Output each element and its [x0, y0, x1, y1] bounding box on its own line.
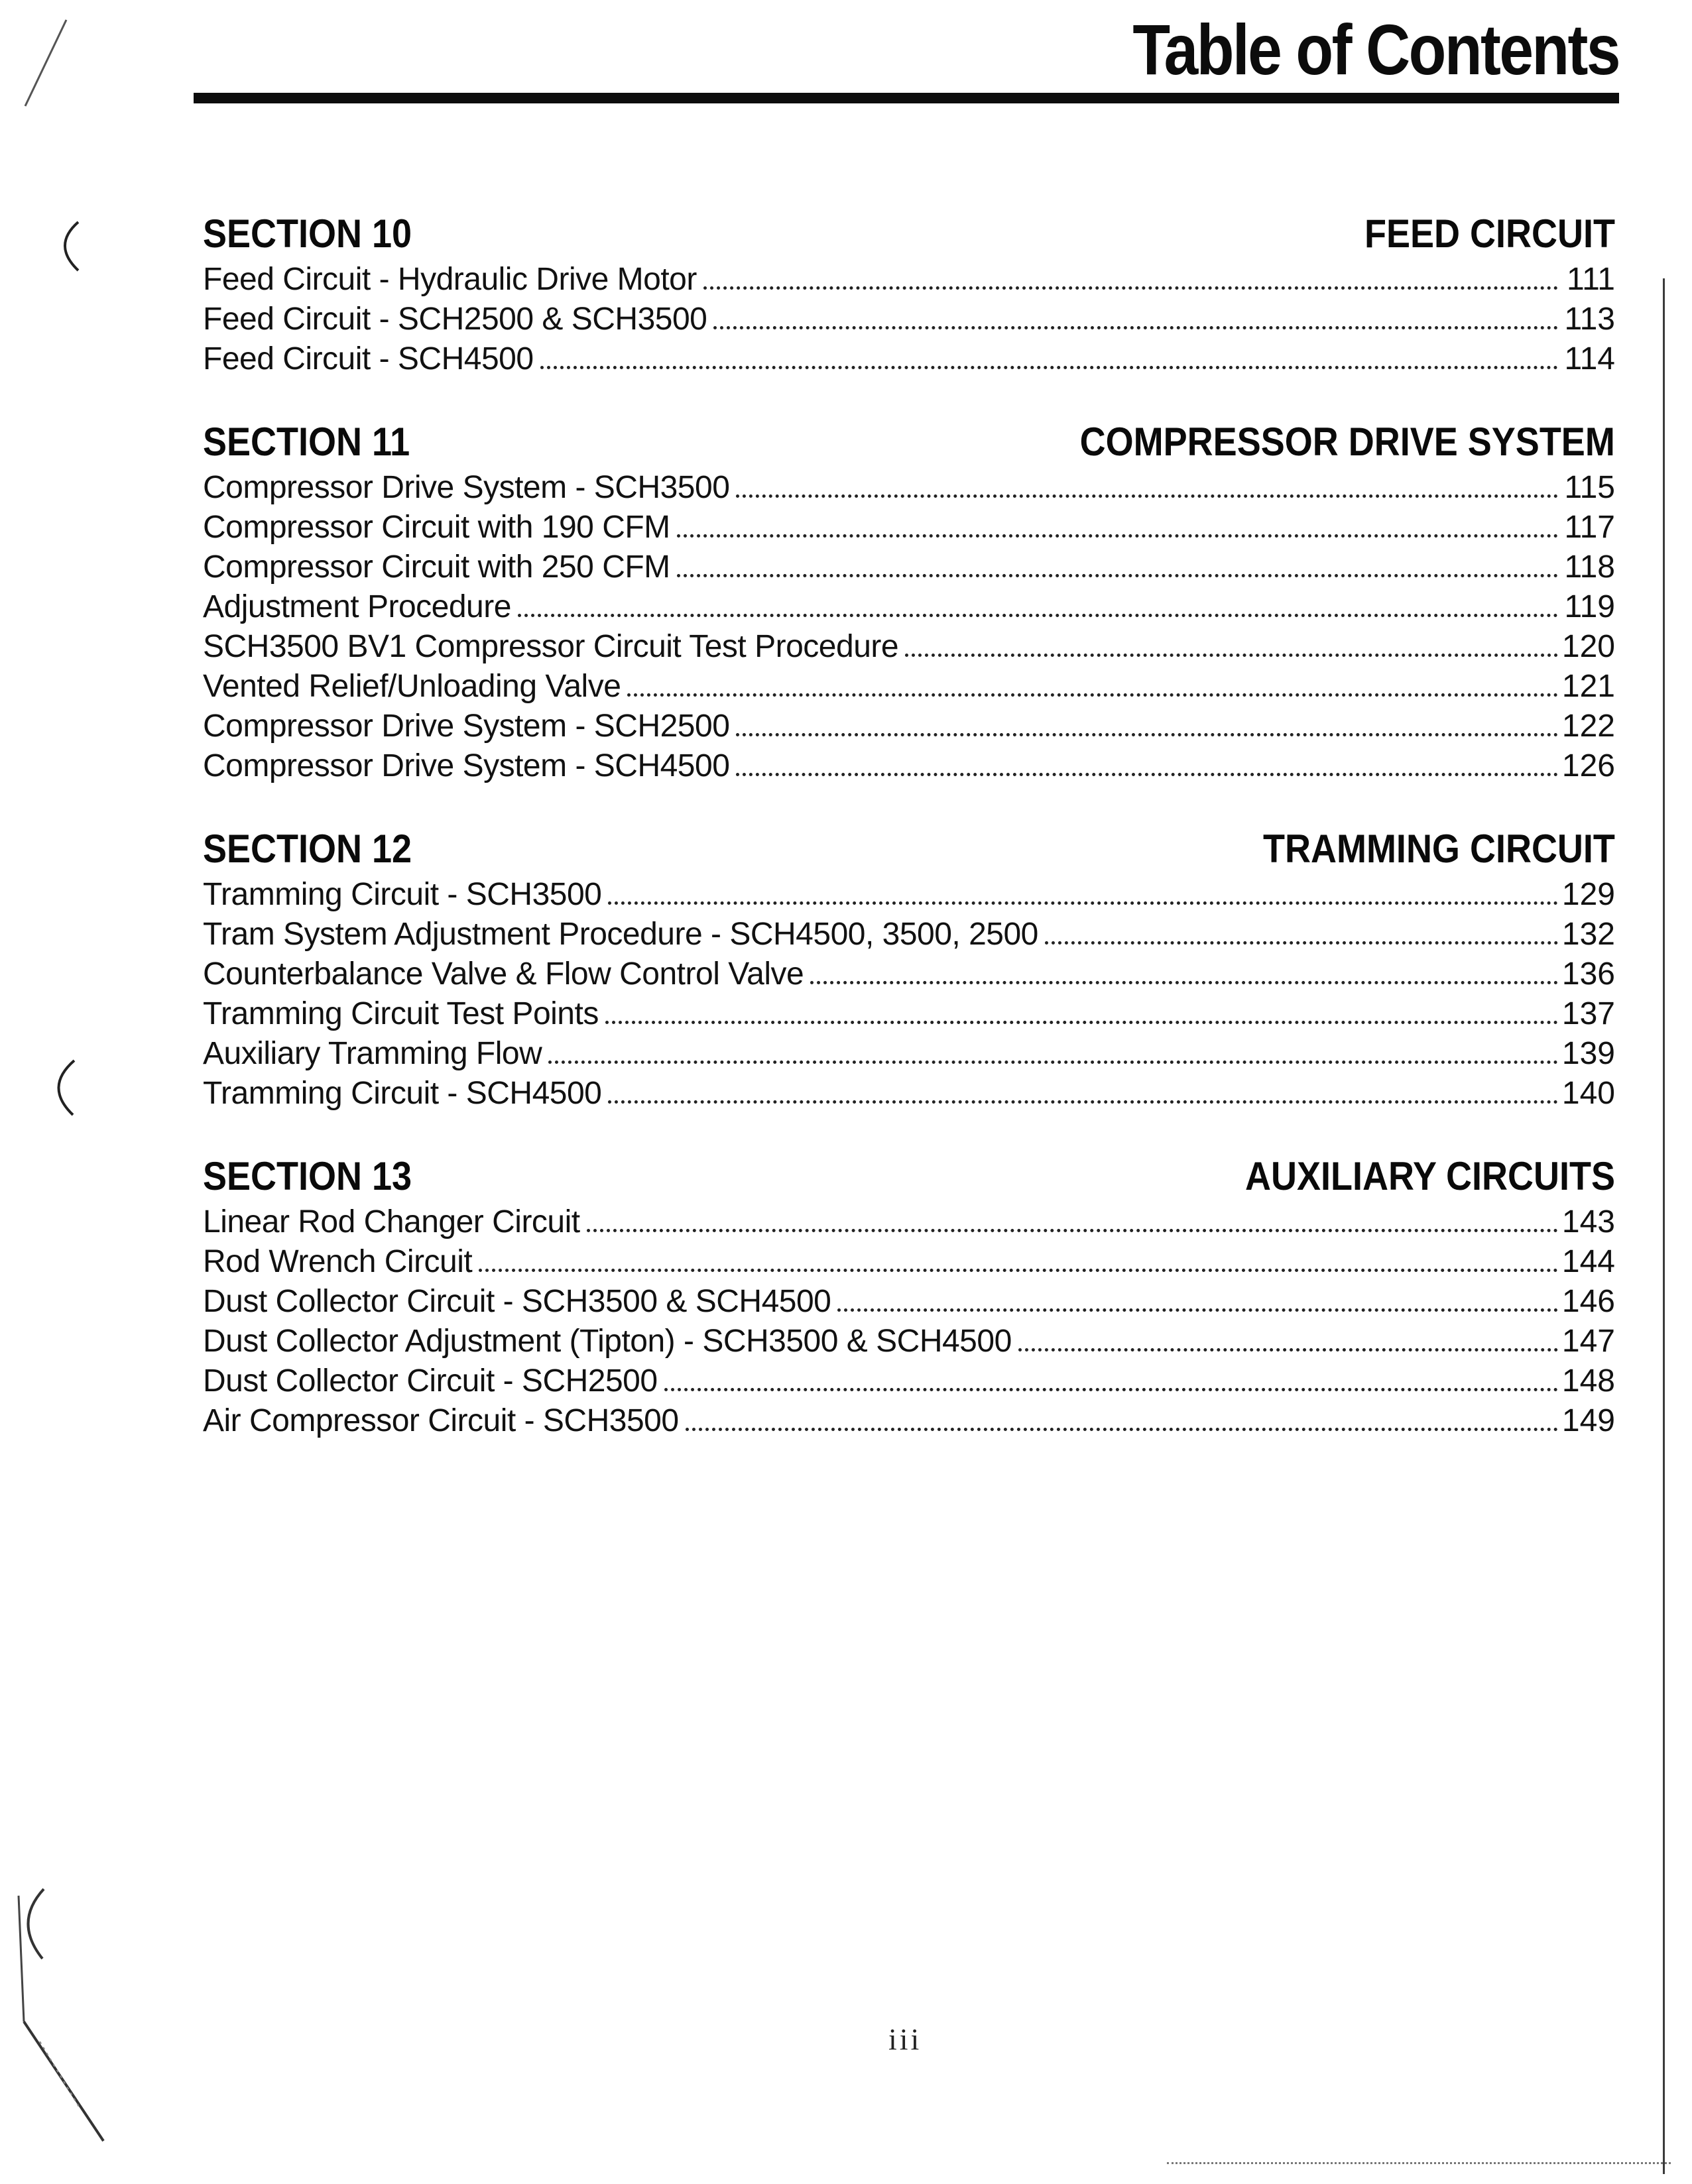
entry-title: Vented Relief/Unloading Valve: [203, 669, 621, 704]
dot-leader: [810, 981, 1558, 984]
entry-page: 143: [1561, 1204, 1615, 1239]
scan-edge-line: [19, 1896, 24, 2022]
dot-leader: [677, 534, 1558, 538]
entry-title: Dust Collector Circuit - SCH2500: [203, 1363, 658, 1399]
scan-edge-line: [24, 2022, 103, 2141]
entry-title: Feed Circuit - SCH4500: [203, 341, 534, 376]
entry-page: 121: [1561, 669, 1615, 704]
toc-entry[interactable]: [203, 1034, 1615, 1074]
entry-page: 111: [1567, 262, 1615, 297]
page-title: Table of Contents: [1132, 9, 1619, 89]
entry-title: Adjustment Procedure: [203, 589, 511, 624]
entry-page: 119: [1564, 589, 1615, 624]
section-title: TRAMMING CIRCUIT: [1263, 827, 1615, 871]
dot-leader: [837, 1308, 1558, 1312]
toc-entry[interactable]: [203, 547, 1615, 587]
toc-entry[interactable]: [203, 954, 1615, 994]
section-header: [203, 211, 1615, 260]
entry-title: Compressor Drive System - SCH3500: [203, 470, 730, 505]
toc-entry[interactable]: [203, 468, 1615, 508]
section-header: [203, 419, 1615, 468]
entry-title: Rod Wrench Circuit: [203, 1244, 473, 1279]
entry-title: Tramming Circuit - SCH4500: [203, 1076, 602, 1111]
toc-entry[interactable]: [203, 1202, 1615, 1242]
entry-title: Tramming Circuit - SCH3500: [203, 877, 602, 912]
dot-leader: [686, 1428, 1558, 1431]
toc-entry[interactable]: [203, 1401, 1615, 1441]
toc-entry[interactable]: [203, 1242, 1615, 1282]
scan-edge-line: [25, 20, 66, 106]
toc-entry[interactable]: [203, 915, 1615, 954]
section-label: SECTION 10: [203, 211, 412, 256]
footer-scan-line: [1167, 2162, 1671, 2166]
entry-title: Feed Circuit - SCH2500 & SCH3500: [203, 302, 707, 337]
toc-section: [203, 419, 1615, 786]
section-title: COMPRESSOR DRIVE SYSTEM: [1079, 420, 1615, 464]
section-label: SECTION 12: [203, 827, 412, 871]
entry-page: 126: [1561, 748, 1615, 783]
toc-entry[interactable]: [203, 1322, 1615, 1361]
dot-leader: [1045, 941, 1558, 945]
entry-page: 147: [1561, 1324, 1615, 1359]
dot-leader: [905, 654, 1558, 657]
entry-title: Auxiliary Tramming Flow: [203, 1036, 542, 1071]
dot-leader: [703, 286, 1558, 290]
toc-entry[interactable]: [203, 587, 1615, 627]
toc-list: [203, 211, 1615, 1481]
dot-leader: [479, 1269, 1558, 1272]
toc-entry[interactable]: [203, 260, 1615, 300]
section-header: [203, 826, 1615, 875]
toc-entry[interactable]: [203, 1074, 1615, 1114]
toc-section: [203, 211, 1615, 379]
section-title: FEED CIRCUIT: [1364, 211, 1615, 256]
toc-entry[interactable]: [203, 1282, 1615, 1322]
dot-leader: [736, 733, 1558, 736]
entry-page: 148: [1561, 1363, 1615, 1399]
binder-hole-mark: [58, 1061, 74, 1115]
toc-entry[interactable]: [203, 627, 1615, 667]
toc-entry[interactable]: [203, 707, 1615, 746]
dot-leader: [627, 693, 1558, 697]
section-title: AUXILIARY CIRCUITS: [1244, 1154, 1615, 1198]
entry-title: Dust Collector Circuit - SCH3500 & SCH4500: [203, 1284, 831, 1319]
entry-page: 113: [1564, 302, 1615, 337]
toc-section: [203, 826, 1615, 1114]
toc-section: [203, 1153, 1615, 1441]
dot-leader: [736, 773, 1558, 776]
entry-page: 132: [1561, 917, 1615, 952]
entry-page: 120: [1561, 629, 1615, 664]
section-label: SECTION 13: [203, 1154, 412, 1198]
binder-hole-mark: [65, 222, 78, 270]
entry-title: Counterbalance Valve & Flow Control Valve: [203, 956, 804, 992]
entry-title: Compressor Drive System - SCH2500: [203, 709, 730, 744]
dot-leader: [713, 326, 1558, 329]
dot-leader: [540, 366, 1558, 369]
entry-page: 146: [1561, 1284, 1615, 1319]
entry-title: Compressor Circuit with 190 CFM: [203, 510, 670, 545]
scan-right-edge: [1663, 278, 1665, 2174]
dot-leader: [736, 494, 1558, 498]
entry-page: 114: [1564, 341, 1615, 376]
dot-leader: [605, 1021, 1558, 1024]
dot-leader: [587, 1229, 1558, 1232]
entry-title: Dust Collector Adjustment (Tipton) - SCH3500 & SCH4500: [203, 1324, 1012, 1359]
entry-page: 140: [1561, 1076, 1615, 1111]
entry-title: Feed Circuit - Hydraulic Drive Motor: [203, 262, 697, 297]
section-header: [203, 1153, 1615, 1202]
dot-leader: [677, 574, 1558, 577]
entry-title: Air Compressor Circuit - SCH3500: [203, 1403, 679, 1438]
dot-leader: [608, 901, 1558, 905]
dot-leader: [548, 1061, 1558, 1064]
dot-leader: [518, 614, 1558, 617]
entry-page: 137: [1561, 996, 1615, 1031]
toc-entry[interactable]: [203, 994, 1615, 1034]
entry-page: 115: [1564, 470, 1615, 505]
toc-entry[interactable]: [203, 746, 1615, 786]
title-rule: [194, 93, 1619, 103]
toc-entry[interactable]: [203, 1361, 1615, 1401]
entry-page: 122: [1561, 709, 1615, 744]
entry-page: 129: [1561, 877, 1615, 912]
section-label: SECTION 11: [203, 420, 410, 464]
entry-title: Compressor Drive System - SCH4500: [203, 748, 730, 783]
toc-entry[interactable]: [203, 339, 1615, 379]
entry-title: SCH3500 BV1 Compressor Circuit Test Procedure: [203, 629, 899, 664]
toc-entry[interactable]: [203, 875, 1615, 915]
entry-page: 117: [1564, 510, 1615, 545]
dot-leader: [1018, 1348, 1558, 1351]
entry-title: Tram System Adjustment Procedure - SCH4500, 3500, 2500: [203, 917, 1038, 952]
dot-leader: [608, 1100, 1558, 1104]
entry-page: 139: [1561, 1036, 1615, 1071]
binder-hole-mark: [28, 1889, 44, 1959]
entry-title: Linear Rod Changer Circuit: [203, 1204, 580, 1239]
entry-title: Compressor Circuit with 250 CFM: [203, 549, 670, 585]
entry-page: 118: [1564, 549, 1615, 585]
toc-entry[interactable]: [203, 508, 1615, 547]
toc-entry[interactable]: [203, 300, 1615, 339]
entry-page: 136: [1561, 956, 1615, 992]
entry-title: Tramming Circuit Test Points: [203, 996, 599, 1031]
page-number: iii: [888, 2022, 922, 2056]
entry-page: 149: [1561, 1403, 1615, 1438]
dot-leader: [664, 1388, 1558, 1391]
entry-page: 144: [1561, 1244, 1615, 1279]
toc-entry[interactable]: [203, 667, 1615, 707]
